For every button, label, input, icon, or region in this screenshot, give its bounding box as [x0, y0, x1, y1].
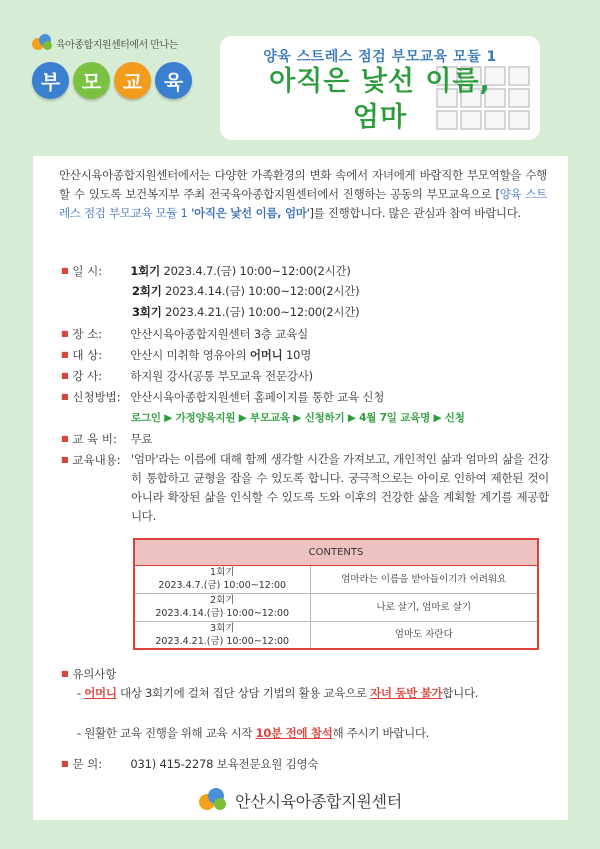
bullet-icon: ■	[61, 669, 69, 678]
logo-ball: 부	[32, 62, 69, 99]
center-logo-icon	[32, 34, 54, 52]
table-header: CONTENTS	[134, 539, 538, 565]
table-header-row	[134, 539, 538, 565]
place-row: ■ 장 소: 안산시육아종합지원센터 3층 교육실	[61, 327, 309, 341]
schedule-row: 3회기 2023.4.21.(금) 10:00~12:00(2시간)	[132, 305, 360, 319]
table-row	[134, 593, 538, 621]
bullet-icon: ■	[61, 371, 69, 380]
apply-path: 로그인 ▶ 가정양육지원 ▶ 부모교육 ▶ 신청하기 ▶ 4월 7일 교육명 ▶ 신청	[131, 412, 465, 424]
bullet-icon: ■	[61, 329, 69, 338]
bullet-icon: ■	[61, 434, 69, 443]
note-item: - 원활한 교육 진행을 위해 교육 시작 10분 전에 참석해 주시기 바랍니다.	[77, 726, 430, 740]
logo-ball: 교	[114, 62, 151, 99]
apply-row: ■ 신청방법: 안산시육아종합지원센터 홈페이지를 통한 교육 신청	[61, 390, 385, 404]
target-row: ■ 대 상: 안산시 미취학 영유아의 어머니 10명	[61, 348, 312, 362]
topic-cell: 나로 살기, 엄마로 살기	[310, 593, 538, 621]
page-subtitle: 양육 스트레스 점검 부모교육 모듈 1	[263, 49, 497, 65]
page-title	[220, 64, 540, 136]
notes-heading: ■ 유의사항	[61, 667, 116, 681]
bullet-icon: ■	[61, 392, 69, 401]
bullet-icon: ■	[61, 759, 69, 768]
schedule-row: 2회기 2023.4.14.(금) 10:00~12:00(2시간)	[132, 284, 360, 298]
title-line-2: 엄마	[352, 102, 408, 133]
content-row: ■ 교육내용:	[61, 453, 121, 467]
contact-row: ■ 문 의: 031) 415-2278 보육전문요원 김영숙	[61, 757, 319, 771]
org-name: 안산시육아종합지원센터	[235, 791, 402, 811]
session-cell: 1회기 2023.4.7.(금) 10:00~12:00	[134, 565, 310, 593]
content-panel	[33, 156, 568, 820]
title-line-1: 아직은 낯선 이름,	[269, 66, 491, 97]
lecturer-row: ■ 강 사: 하지원 강사(공통 부모교육 전문강사)	[61, 369, 313, 383]
contents-table	[133, 538, 539, 650]
schedule-row: ■ 일 시: 1회기 2023.4.7.(금) 10:00~12:00(2시간)	[61, 264, 351, 278]
title-card	[220, 36, 540, 140]
session-cell: 3회기 2023.4.21.(금) 10:00~12:00	[134, 621, 310, 649]
content-description: '엄마'라는 이름에 대해 함께 생각할 시간을 가져보고, 개인적인 삶과 엄마의 삶을 건강히 통합하고 균형을 잡을 수 있도록 합니다. 궁극적으로는 아이로 인하여 제한된 것이 아니라 확장된 삶을 인식할 수 있도록 도와 이후의 건강한 삶을 계획할 계기를 제공합니다.	[131, 452, 549, 523]
logo-caption: 육아종합지원센터에서 만나는	[56, 39, 178, 51]
logo-balls	[32, 62, 202, 99]
table-row	[134, 565, 538, 593]
table-row	[134, 621, 538, 649]
session-cell: 2회기 2023.4.14.(금) 10:00~12:00	[134, 593, 310, 621]
bullet-icon: ■	[61, 455, 69, 464]
logo-ball: 모	[73, 62, 110, 99]
bullet-icon: ■	[61, 350, 69, 359]
note-item: - 어머니 대상 3회기에 걸쳐 집단 상담 기법의 활용 교육으로 자녀 동반 불가합니다.	[77, 686, 479, 700]
footer-org	[33, 788, 568, 812]
bullet-icon: ■	[61, 266, 69, 275]
logo	[32, 34, 202, 99]
intro-paragraph: 안산시육아종합지원센터에서는 다양한 가족환경의 변화 속에서 자녀에게 바람직한 부모역할을 수행할 수 있도록 보건복지부 주최 전국육아종합지원센터에서 진행하는 공동의 부모교육으로 [양육 스트레스 점검 부모교육 모듈 1 '아직은 낯선 이름, 엄마']를 진행합니다. 많은 관심과 참여 바랍니다.	[59, 168, 547, 220]
fee-row: ■ 교 육 비: 무료	[61, 432, 153, 446]
logo-ball: 육	[155, 62, 192, 99]
topic-cell: 엄마도 자란다	[310, 621, 538, 649]
header	[0, 0, 600, 150]
topic-cell: 엄마라는 이름을 받아들이기가 어려워요	[310, 565, 538, 593]
center-logo-icon	[199, 788, 229, 812]
